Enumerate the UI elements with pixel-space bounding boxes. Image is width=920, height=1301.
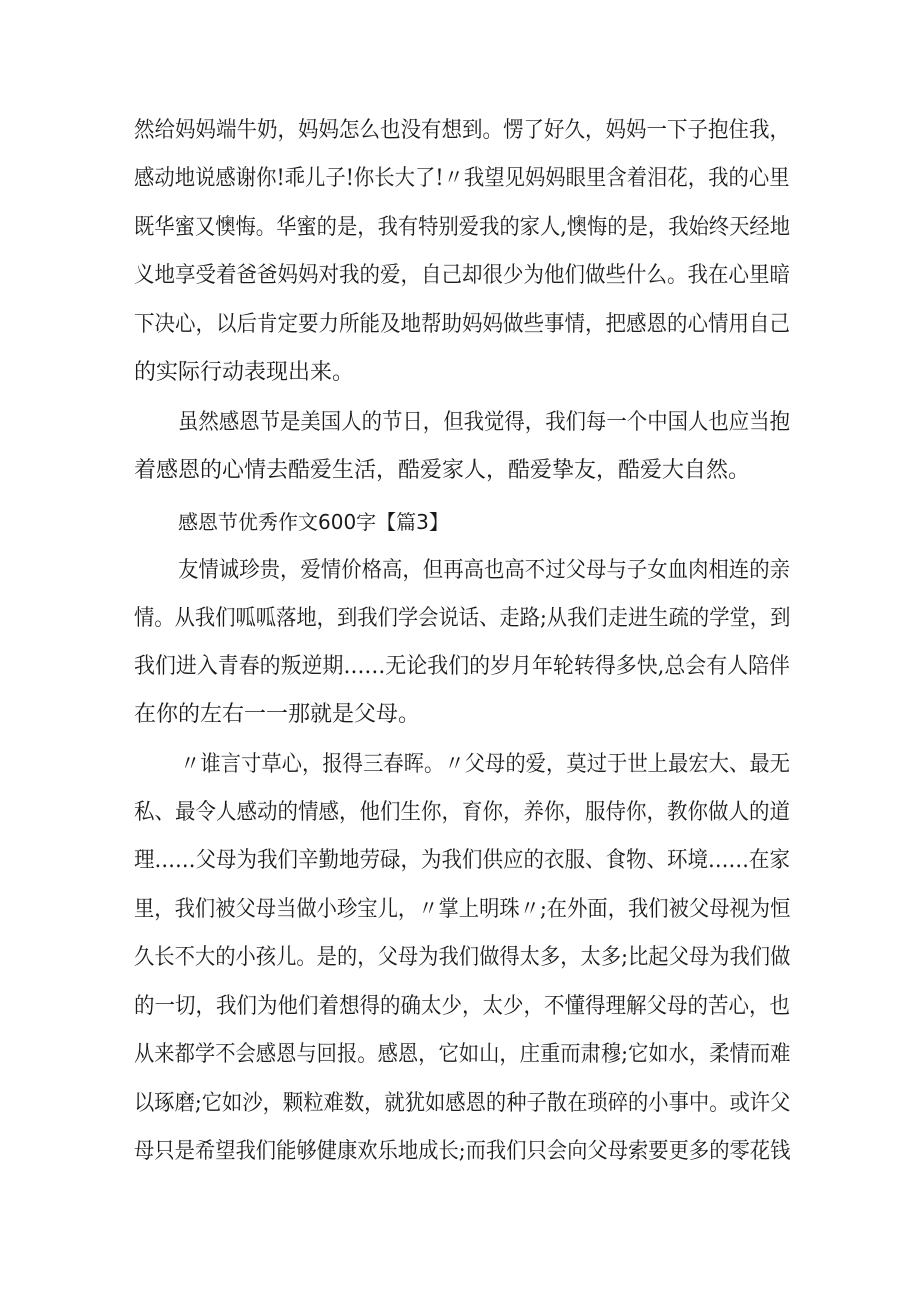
text-line: 义地享受着爸爸妈妈对我的爱，自己却很少为他们做些什么。我在心里暗: [134, 263, 791, 288]
text-line: 情。从我们呱呱落地，到我们学会说话、走路;从我们走进生疏的学堂，到: [134, 606, 791, 631]
text-line: 从来都学不会感恩与回报。感恩，它如山，庄重而肃穆;它如水，柔情而难: [134, 1042, 791, 1067]
text-line: 感动地说感谢你!乖儿子!你长大了!〃我望见妈妈眼里含着泪花，我的心里: [134, 166, 790, 191]
section-heading: 感恩节优秀作文600字【篇3】: [178, 510, 449, 534]
text-line: 母只是希望我们能够健康欢乐地成长;而我们只会向父母索要更多的零花钱: [134, 1139, 791, 1164]
text-line: 虽然感恩节是美国人的节日，但我觉得，我们每一个中国人也应当抱: [178, 410, 791, 435]
text-line: 里，我们被父母当做小珍宝儿，〃掌上明珠〃;在外面，我们被父母视为恒: [134, 897, 791, 922]
text-line: 我们进入青春的叛逆期……无论我们的岁月年轮转得多快,总会有人陪伴: [134, 654, 790, 679]
text-line: 理……父母为我们辛勤地劳碌，为我们供应的衣服、食物、环境……在家: [134, 848, 791, 873]
text-line: 私、最令人感动的情感，他们生你，育你，养你，服侍你，教你做人的道: [134, 800, 791, 825]
text-line: 着感恩的心情去酷爱生活，酷爱家人，酷爱挚友，酷爱大自然。: [134, 458, 751, 483]
text-line: 〃谁言寸草心，报得三春晖。〃父母的爱，莫过于世上最宏大、最无: [180, 752, 791, 777]
text-line: 的实际行动表现出来。: [134, 360, 355, 385]
text-line: 的一切，我们为他们着想得的确太少，太少，不懂得理解父母的苦心，也: [134, 994, 791, 1019]
text-line: 下决心，以后肯定要力所能及地帮助妈妈做些事情，把感恩的心情用自己: [134, 312, 791, 337]
text-line: 然给妈妈端牛奶，妈妈怎么也没有想到。愣了好久，妈妈一下子抱住我，: [134, 118, 791, 143]
text-line: 久长不大的小孩儿。是的，父母为我们做得太多，太多;比起父母为我们做: [134, 945, 791, 970]
text-line: 在你的左右一一那就是父母。: [134, 702, 421, 727]
text-line: 友情诚珍贵，爱情价格高，但再高也高不过父母与子女血肉相连的亲: [178, 558, 791, 583]
text-line: 既华蜜又懊悔。华蜜的是，我有特别爱我的家人,懊悔的是，我始终天经地: [134, 215, 790, 240]
text-line: 以琢磨;它如沙，颗粒难数，就犹如感恩的种子散在琐碎的小事中。或许父: [134, 1091, 791, 1116]
